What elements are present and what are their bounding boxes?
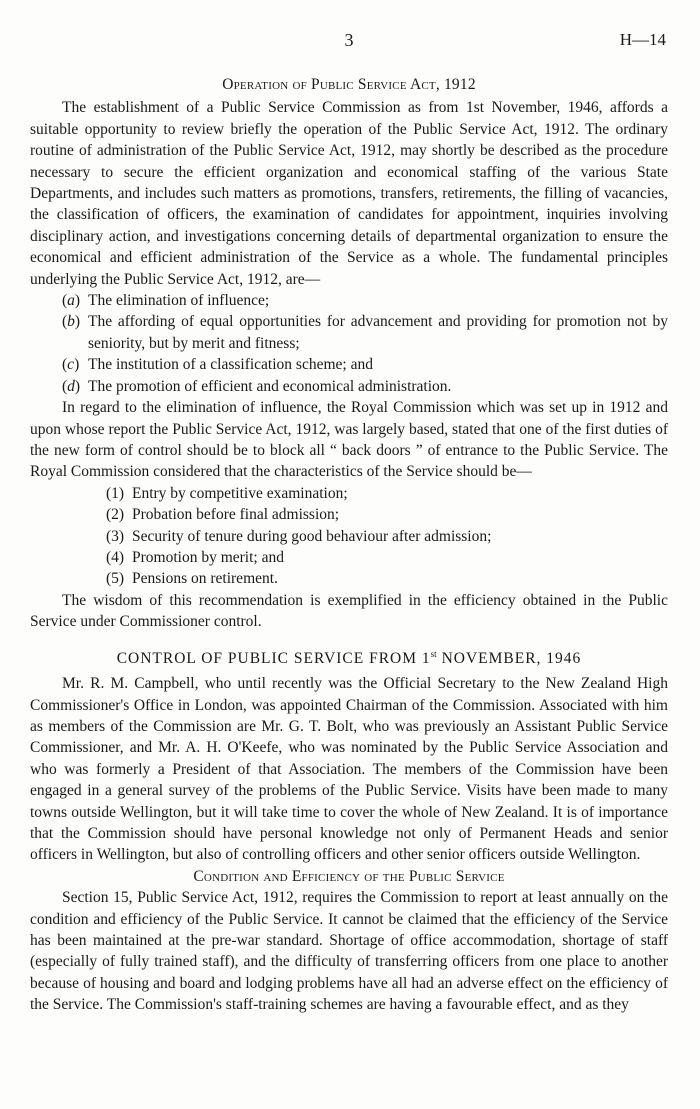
page-reference: H—14	[619, 30, 666, 49]
paragraph-royal-commission: In regard to the elimination of influence, the Royal Commission which was set up in 1912 and upon whose report the Public Service Act, 1912, was largely based, stated that one of the first duties of the new form of control should be to block all “ back doors ” of entrance to the Public Service. The Royal Commission considered that the characteristics of the Service should be—	[30, 399, 668, 481]
paragraph-section-15: Section 15, Public Service Act, 1912, requires the Commission to report at least annually on the condition and efficiency of the Public Service. It cannot be claimed that the efficiency of the Service has been maintained at the pre-war standard. Shortage of office accommodation, shortage of staff (especially of fully trained staff), and the difficulty of transferring officers from one place to another because of housing and board and lodging problems have all had an adverse effect on the efficiency of the Service. The Commission's staff-training schemes are having a favourable effect, and as they	[30, 889, 668, 1014]
list-item: (2) Probation before final admission;	[106, 506, 340, 524]
list-item: (5) Pensions on retirement.	[106, 570, 278, 588]
list-item: (b) The affording of equal opportunities for advancement and providing for promotion not by seniority, but by merit and fitness;	[62, 313, 668, 352]
list-item: (a) The elimination of influence;	[62, 292, 270, 310]
list-item: (d) The promotion of efficient and economical administration.	[62, 377, 452, 395]
section-heading-operation: Operation of Public Service Act, 1912	[222, 76, 476, 93]
page-header	[30, 30, 668, 62]
page-number: 3	[344, 30, 354, 50]
list-item: (3) Security of tenure during good behaviour after admission;	[106, 527, 492, 545]
paragraph-establishment: The establishment of a Public Service Commission as from 1st November, 1946, affords a suitable opportunity to review briefly the operation of the Public Service Act, 1912. The ordinary routine of administration of the Public Service Act, 1912, may shortly be described as the procedure necessary to secure the efficient organization and economical staffing of the various State Departments, and includes such matters as promotions, transfers, retirements, the filling of vacancies, the classification of officers, the examination of candidates for appointment, inquiries involving disciplinary action, and investigations concerning details of departmental organization to ensure the economical and efficient administration of the Service as a whole. The fundamental principles underlying the Public Service Act, 1912, are—	[30, 99, 668, 288]
list-item: (4) Promotion by merit; and	[106, 548, 284, 566]
list-item: (c) The institution of a classification scheme; and	[62, 356, 373, 374]
principles-list	[30, 290, 668, 397]
paragraph-wisdom: The wisdom of this recommendation is exemplified in the efficiency obtained in the Public Service under Commissioner control.	[30, 591, 668, 631]
section-heading-condition: Condition and Efficiency of the Public Service	[193, 867, 505, 885]
list-item: (1) Entry by competitive examination;	[106, 484, 348, 502]
paragraph-campbell: Mr. R. M. Campbell, who until recently was the Official Secretary to the New Zealand High Commissioner's Office in London, was appointed Chairman of the Commission. Associated with him as members of the Commission are Mr. G. T. Bolt, who was previously an Assistant Public Service Commissioner, and Mr. A. H. O'Keefe, who was nominated by the Public Service Association and who was formerly a President of that Association. The members of the Commission have been engaged in a general survey of the problems of the Public Service. Visits have been made to many towns outside Wellington, but it will take time to cover the whole of New Zealand. It is of importance that the Commission should have personal knowledge not only of Permanent Heads and senior officers in Wellington, but also of controlling officers and other senior officers outside Wellington.	[30, 675, 668, 864]
characteristics-list	[30, 483, 668, 590]
section-heading-control: CONTROL OF PUBLIC SERVICE FROM 1st NOVEMBER, 1946	[116, 648, 582, 667]
